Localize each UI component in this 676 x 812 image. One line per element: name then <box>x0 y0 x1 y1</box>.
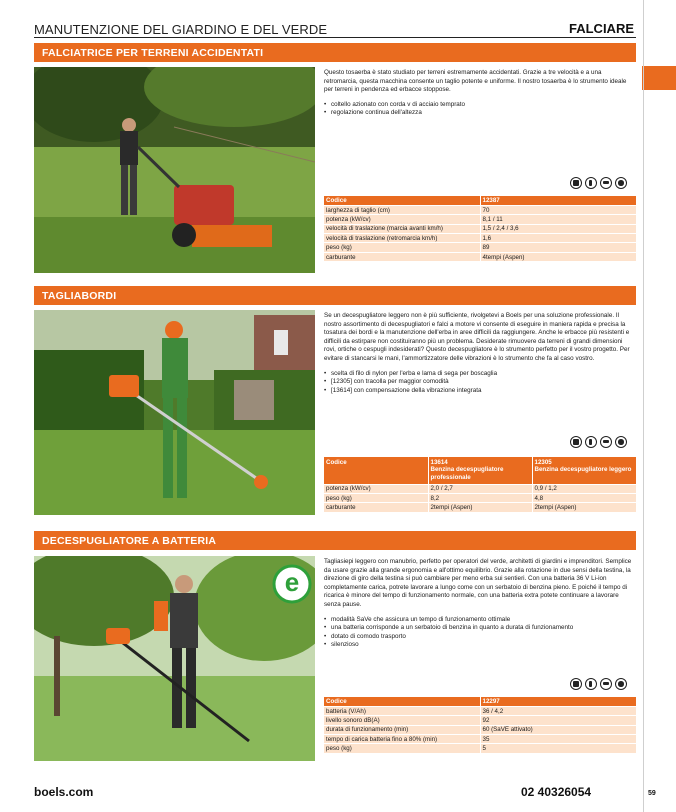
table-cell: 4tempi (Aspen) <box>480 252 636 261</box>
spec-table-tagliabordi <box>324 457 636 513</box>
description-text: Questo tosaerba è stato studiato per terreni estremamente accidentati. Grazie a tre velocità e a una retromarcia, questa macchina consente un taglio potente e uniforme. Il nostro tosaerba è lo strumento ideale per terreni in pendenza ed erbacce stoppose. <box>324 69 627 94</box>
spec-table-falciatrice <box>324 196 636 262</box>
table-row <box>324 503 636 512</box>
safety-icons <box>570 436 627 448</box>
table-cell: velocità di traslazione (retromarcia km/h) <box>324 234 480 243</box>
safety-icons <box>570 678 627 690</box>
table-row <box>324 725 636 734</box>
goggles-icon <box>615 177 627 189</box>
table-cell: 4,8 <box>532 493 636 502</box>
description-tagliabordi <box>324 312 636 395</box>
helmet-icon <box>615 678 627 690</box>
table-cell: 35 <box>480 735 636 744</box>
spec-table-decespugliatore <box>324 697 636 754</box>
table-cell: 2tempi (Aspen) <box>532 503 636 512</box>
safety-icons <box>570 177 627 189</box>
feature-item: • [13614] con compensazione della vibrazione integrata <box>324 387 636 396</box>
table-cell: larghezza di taglio (cm) <box>324 205 480 214</box>
feature-item: • dotato di comodo trasporto <box>324 633 636 642</box>
section-title-tagliabordi: TAGLIABORDI <box>34 286 636 305</box>
table-cell: 5 <box>480 744 636 753</box>
table-header-row <box>324 457 636 484</box>
table-header-cell: 12305 Benzina decespugliatore leggero <box>532 457 636 484</box>
table-cell: batteria (V/Ah) <box>324 706 480 715</box>
gloves-icon <box>585 436 597 448</box>
table-cell: 1,6 <box>480 234 636 243</box>
table-header-cell: Codice <box>324 697 480 706</box>
feature-item: • silenzioso <box>324 641 636 650</box>
table-cell: 2tempi (Aspen) <box>428 503 532 512</box>
table-row <box>324 484 636 493</box>
ear-protection-icon <box>570 436 582 448</box>
page-edge-rule <box>643 0 644 812</box>
feature-list <box>324 370 636 396</box>
table-row <box>324 205 636 214</box>
table-row <box>324 716 636 725</box>
table-cell: potenza (kW/cv) <box>324 215 480 224</box>
table-cell: durata di funzionamento (min) <box>324 725 480 734</box>
table-cell: tempo di carica batteria fino a 80% (min) <box>324 735 480 744</box>
header-rule <box>34 37 636 38</box>
table-row <box>324 215 636 224</box>
table-cell: 0,9 / 1,2 <box>532 484 636 493</box>
table-cell: peso (kg) <box>324 243 480 252</box>
website-link[interactable]: boels.com <box>34 785 94 799</box>
table-header-cell: 12387 <box>480 196 636 205</box>
product-photo-tagliabordi <box>34 310 315 515</box>
table-cell: potenza (kW/cv) <box>324 484 428 493</box>
table-cell: carburante <box>324 503 428 512</box>
feature-item: • scelta di filo di nylon per l'erba e lama di sega per boscaglia <box>324 370 636 379</box>
table-row <box>324 243 636 252</box>
gloves-icon <box>585 678 597 690</box>
page-number: 59 <box>648 790 656 797</box>
phone-number: 02 40326054 <box>521 785 592 799</box>
section-title-decespugliatore-batteria: DECESPUGLIATORE A BATTERIA <box>34 531 636 550</box>
boots-icon <box>600 436 612 448</box>
table-row <box>324 735 636 744</box>
table-cell: peso (kg) <box>324 744 480 753</box>
feature-item: • coltello azionato con corda v di acciaio temprato <box>324 101 636 110</box>
table-row <box>324 706 636 715</box>
table-cell: velocità di traslazione (marcia avanti km/h) <box>324 224 480 233</box>
table-cell: 60 (SaVE attivato) <box>480 725 636 734</box>
helmet-icon <box>615 436 627 448</box>
section-tab-marker <box>642 66 676 90</box>
feature-list <box>324 101 636 118</box>
table-header-cell: 12297 <box>480 697 636 706</box>
feature-item: • una batteria corrisponde a un serbatoio di benzina in quanto a durata di funzionamento <box>324 624 636 633</box>
product-photo-decespugliatore <box>34 556 315 761</box>
description-text: Se un decespugliatore leggero non è più sufficiente, rivolgetevi a Boels per una soluzione professionale. Il nostro assortimento di decespugliatori e falci a motore vi consente di eseguire in maniera rapida e precisa la tosatura dei bordi e la manutenzione dell'erba in aree difficili da raggiungere. Anche le erbacce più resistenti e difficili da estirpare non costituiranno più un problema. Desiderate rimuovere da terreni di grandi dimensioni rovi, ortiche o cespugli indesiderati? Questo decespugliatore è lo strumento perfetto per il vostro progetto. Per evitare di stancarsi le mani, l'ammortizzatore delle vibrazioni è lo strumento che fa al caso vostro. <box>324 312 630 362</box>
table-cell: 36 / 4,2 <box>480 706 636 715</box>
table-row <box>324 744 636 753</box>
ear-protection-icon <box>570 177 582 189</box>
table-cell: 8,1 / 11 <box>480 215 636 224</box>
feature-list <box>324 616 636 650</box>
feature-item: • regolazione continua dell'altezza <box>324 109 636 118</box>
table-header-cell: 13614 Benzina decespugliatore professionale <box>428 457 532 484</box>
category-title: FALCIARE <box>569 21 634 36</box>
description-text: Tagliasiepi leggero con manubrio, perfetto per operatori del verde, architetti di giardini e imprenditori. Semplice da usare grazie alla grande ergonomia e all'ottimo equilibrio. Grazie alla rotazione in due sensi della testina, la direzione di giro della testina si può cambiare per meno erba sui sentieri. Con una batteria 36 V Li-ion completamente carica, potrete lavorare a lungo come con un serbatoio di benzina pieno. E poiché il tempo di ricarica è minore del tempo di funzionamento normale, con una batteria extra potete continuare a lavorare senza pause. <box>324 558 632 608</box>
boots-icon <box>600 177 612 189</box>
product-photo-falciatrice <box>34 67 315 273</box>
table-cell: peso (kg) <box>324 493 428 502</box>
description-decespugliatore <box>324 558 636 650</box>
table-header-cell: Codice <box>324 457 428 484</box>
description-falciatrice <box>324 69 636 118</box>
table-cell: 92 <box>480 716 636 725</box>
table-cell: 2,0 / 2,7 <box>428 484 532 493</box>
table-row <box>324 234 636 243</box>
table-cell: livello sonoro dB(A) <box>324 716 480 725</box>
table-cell: carburante <box>324 252 480 261</box>
feature-item: • modalità SaVe che assicura un tempo di funzionamento ottimale <box>324 616 636 625</box>
table-cell: 8,2 <box>428 493 532 502</box>
table-header-row <box>324 196 636 205</box>
ear-protection-icon <box>570 678 582 690</box>
table-row <box>324 252 636 261</box>
table-row <box>324 224 636 233</box>
section-title-falciatrice: FALCIATRICE PER TERRENI ACCIDENTATI <box>34 43 636 62</box>
table-cell: 70 <box>480 205 636 214</box>
gloves-icon <box>585 177 597 189</box>
table-header-row <box>324 697 636 706</box>
table-cell: 1,5 / 2,4 / 3,6 <box>480 224 636 233</box>
table-header-cell: Codice <box>324 196 480 205</box>
boots-icon <box>600 678 612 690</box>
table-cell: 89 <box>480 243 636 252</box>
page-title: MANUTENZIONE DEL GIARDINO E DEL VERDE <box>34 22 328 37</box>
eco-badge-label: e <box>284 567 300 597</box>
table-row <box>324 493 636 502</box>
feature-item: • [12305] con tracolla per maggior comodità <box>324 378 636 387</box>
